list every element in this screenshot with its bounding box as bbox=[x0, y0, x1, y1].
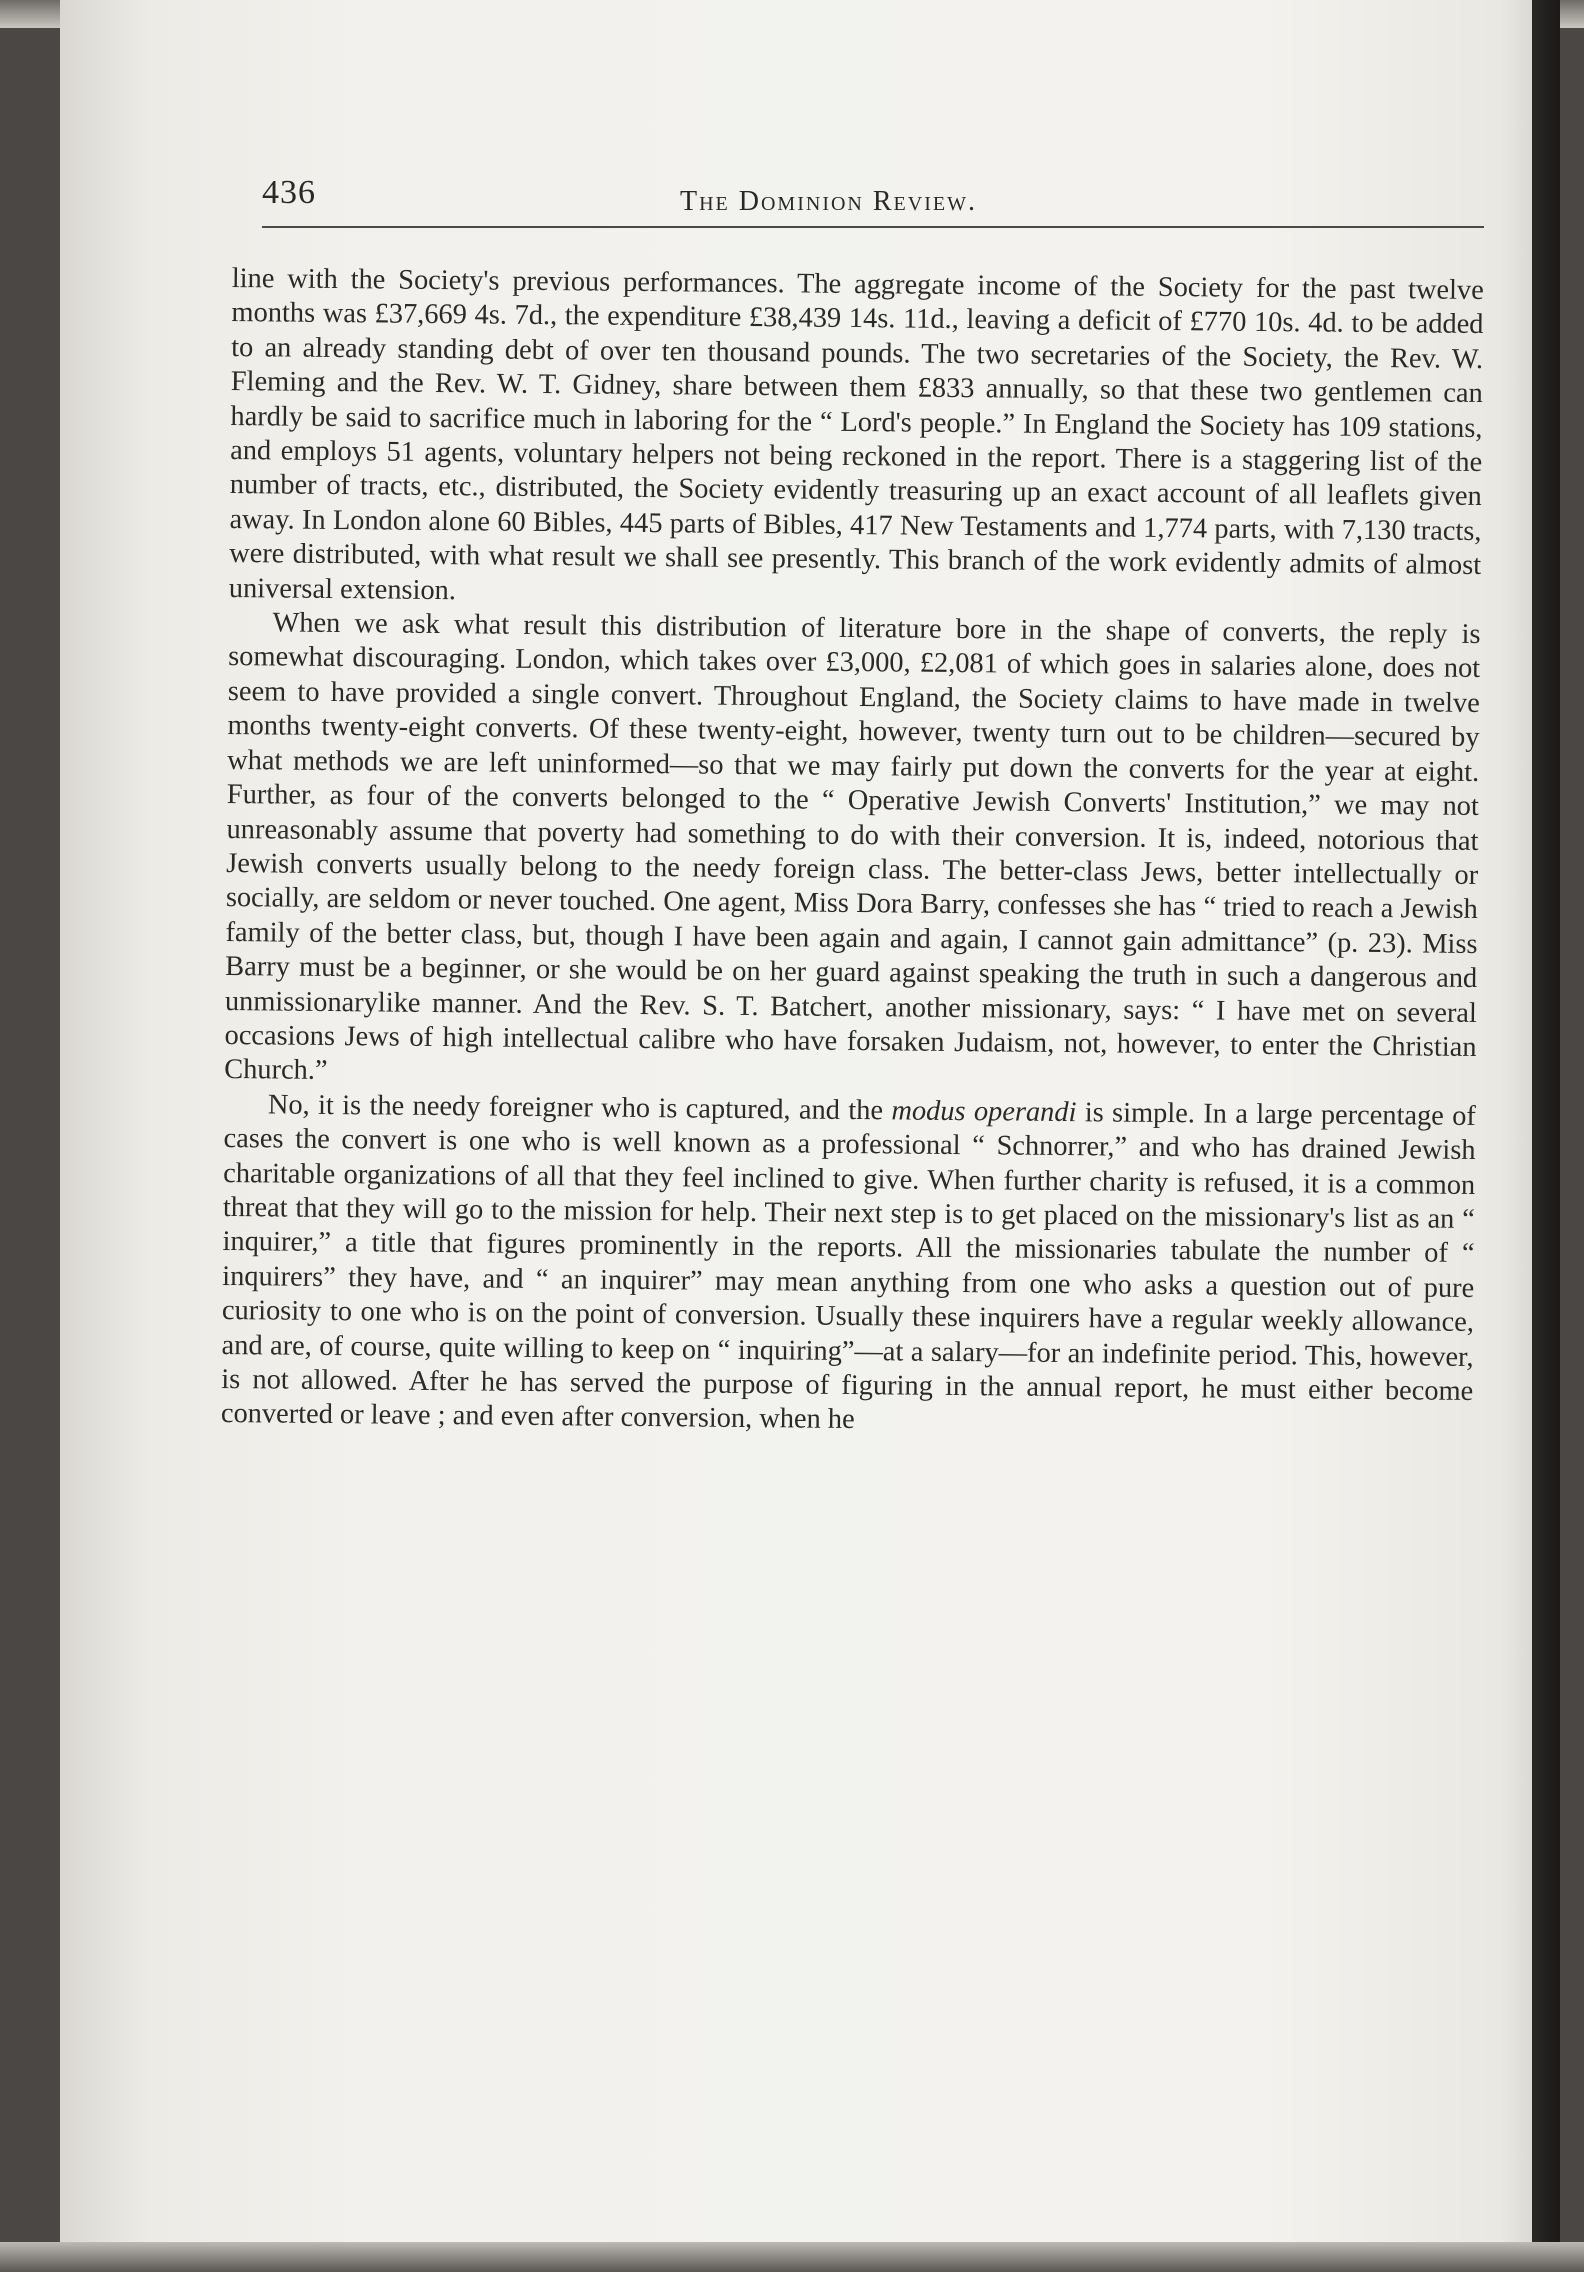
book-spine-shadow bbox=[1532, 0, 1560, 2272]
page-number: 436 bbox=[262, 174, 316, 211]
header-rule bbox=[262, 226, 1484, 228]
page-header bbox=[200, 170, 1480, 230]
paragraph-2: When we ask what result this distribution of literature bore in the shape of converts, the reply is somewhat discouraging. London, which takes over £3,000, £2,081 of which goes in salaries alone, does not seem to have provided a single convert. Throughout England, the Society claims to have made in twelve months twenty-eight converts. Of these twenty-eight, however, twenty turn out to be children—secured by what methods we are left uninformed—so that we may fairly put down the converts for the year at eight. Further, as four of the converts belonged to the “ Operative Jewish Converts' Institution,” we may not unreasonably assume that poverty had something to do with their conversion. It is, indeed, notorious that Jewish converts usually belong to the needy foreign class. The better-class Jews, better intellectually or socially, are seldom or never touched. One agent, Miss Dora Barry, confesses she has “ tried to reach a Jewish family of the better class, but, though I have been again and again, I cannot gain admittance” (p. 23). Miss Barry must be a beginner, or she would be on her guard against speaking the truth in such a dangerous and unmissionarylike manner. And the Rev. S. T. Batchert, another missionary, says: “ I have met on several occasions Jews of high intellectual calibre who have forsaken Judaism, not, however, to enter the Christian Church.” bbox=[224, 607, 1481, 1087]
modus-operandi-italic: modus operandi bbox=[891, 1095, 1077, 1128]
paragraph-3-start: No, it is the needy foreigner who is captured, and the bbox=[267, 1089, 892, 1127]
running-title: The Dominion Review. bbox=[680, 186, 977, 217]
paragraph-3-rest: is simple. In a large percentage of cases the convert is one who is well known as a professional “ Schnorrer,” and who has drained Jewish charitable organizations of all that they feel inclined to give. When further charity is refused, it is a common threat that they will go to the mission for help. Their next step is to get placed on the missionary's list as an “ inquirer,” a title that figures prominently in the reports. All the missionaries tabulate the number of “ inquirers” they have, and “ an inquirer” may mean anything from one who asks a question out of pure curiosity to one who is on the point of conversion. Usually these inquirers have a regular weekly allowance, and are, of course, quite willing to keep on “ inquiring”—at a salary—for an indefinite period. This, however, is not allowed. After he has served the purpose of figuring in the annual report, he must either become converted or leave ; and even after conversion, when he bbox=[220, 1096, 1477, 1436]
paragraph-1: line with the Society's previous performances. The aggregate income of the Society for the past twelve months was £37,669 4s. 7d., the expenditure £38,439 14s. 11d., leaving a deficit of £770 10s. 4d. to be added to an already standing debt of over ten thousand pounds. The two secretaries of the Society, the Rev. W. Fleming and the Rev. W. T. Gidney, share between them £833 annually, so that these two gentlemen can hardly be said to sacrifice much in laboring for the “ Lord's people.” In England the Society has 109 stations, and employs 51 agents, voluntary helpers not being reckoned in the report. There is a staggering list of the number of tracts, etc., distributed, the Society evidently treasuring up an exact account of all leaflets given away. In London alone 60 Bibles, 445 parts of Bibles, 417 New Testaments and 1,774 parts, with 7,130 tracts, were distributed, with what result we shall see presently. This branch of the work evidently admits of almost universal extension. bbox=[228, 262, 1484, 606]
body-text bbox=[221, 262, 1484, 1444]
paragraph-3 bbox=[221, 1088, 1476, 1444]
scan-bottom-edge bbox=[0, 2242, 1584, 2272]
